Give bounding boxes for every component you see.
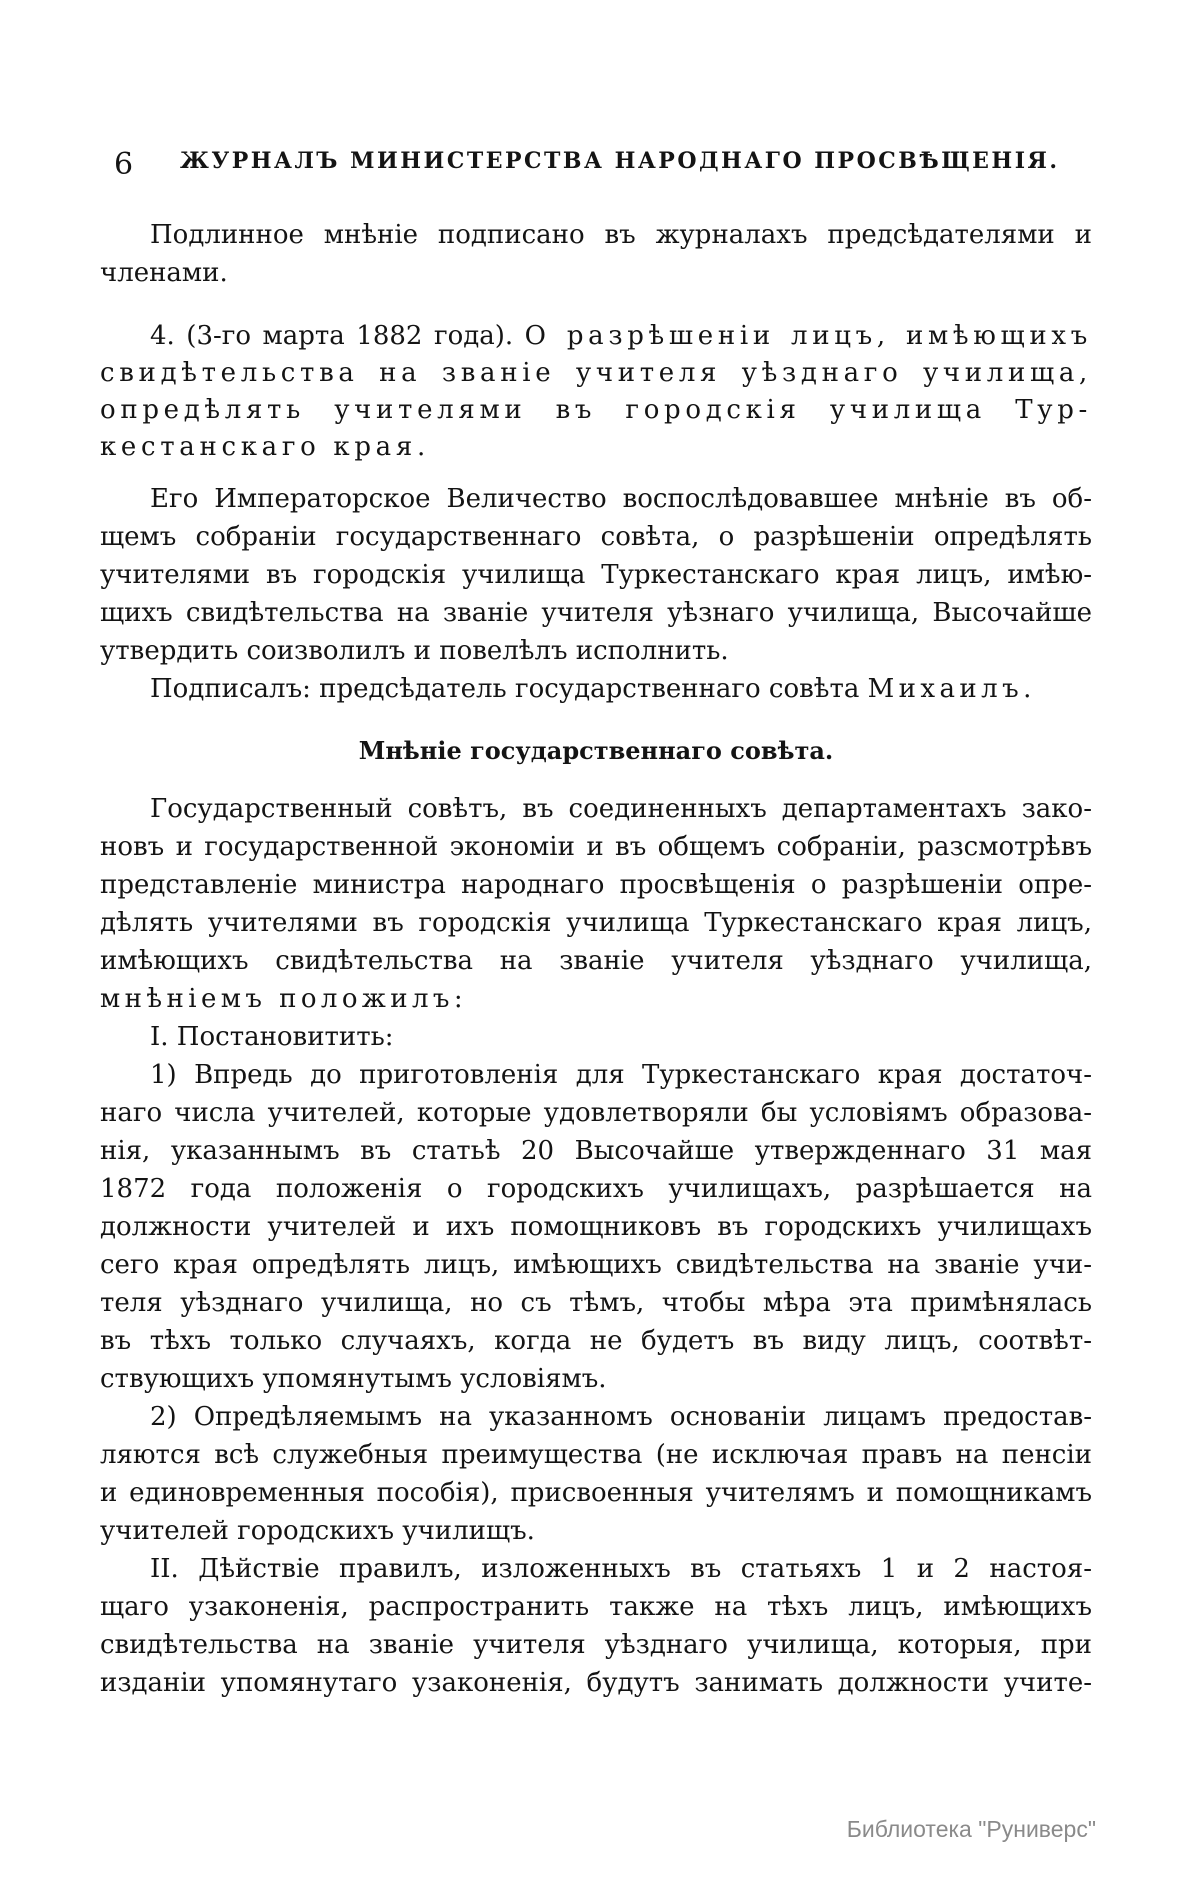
text-line bbox=[100, 1284, 1092, 1322]
text-line bbox=[100, 1094, 1092, 1132]
text-segment: членами. bbox=[100, 258, 228, 288]
text-line bbox=[100, 1322, 1092, 1360]
text-line bbox=[100, 355, 1092, 392]
text-segment: щаго узаконенія, распространить также на тѣхъ лицъ, имѣющихъ bbox=[100, 1592, 1092, 1622]
text-segment: Подписалъ: предсѣдатель государственнаго совѣта bbox=[150, 674, 868, 704]
letterspaced-text: О разрѣшеніи лицъ, имѣющихъ bbox=[524, 321, 1092, 351]
text-line bbox=[100, 1170, 1092, 1208]
text-segment: I. Постановитить: bbox=[150, 1022, 394, 1052]
running-title: ЖУРНАЛЪ МИНИСТЕРСТВА НАРОДНАГО ПРОСВѢЩЕНІЯ. bbox=[180, 148, 1060, 174]
text-segment: представленіе министра народнаго просвѣщенія о разрѣшеніи опре- bbox=[100, 870, 1092, 900]
text-line bbox=[100, 942, 1092, 980]
letterspaced-text: мнѣніемъ положилъ: bbox=[100, 984, 468, 1014]
text-segment: Государственный совѣтъ, въ соединенныхъ департаментахъ зако- bbox=[150, 794, 1092, 824]
text-segment: и единовременныя пособія), присвоенныя учителямъ и помощникамъ bbox=[100, 1478, 1092, 1508]
text-segment: Подлинное мнѣніе подписано въ журналахъ предсѣдателями и bbox=[150, 220, 1092, 250]
text-line bbox=[100, 1436, 1092, 1474]
text-line bbox=[100, 1132, 1092, 1170]
paragraph-section-heading bbox=[100, 732, 1092, 770]
paragraph-item-2 bbox=[100, 1398, 1092, 1550]
text-line bbox=[100, 429, 1092, 466]
text-line bbox=[100, 254, 1092, 292]
text-line bbox=[100, 216, 1092, 254]
letterspaced-text: кестанскаго края. bbox=[100, 432, 430, 462]
paragraph-statute-heading bbox=[100, 318, 1092, 466]
text-line bbox=[100, 1056, 1092, 1094]
text-segment: Мнѣніе государственнаго совѣта. bbox=[358, 736, 834, 765]
text-line bbox=[100, 318, 1092, 355]
text-line bbox=[100, 1398, 1092, 1436]
text-segment: щихъ свидѣтельства на званіе учителя уѣзнаго училища, Высочайше bbox=[100, 598, 1092, 628]
text-line bbox=[100, 518, 1092, 556]
paragraph-item-1 bbox=[100, 1056, 1092, 1398]
page-header bbox=[100, 148, 1092, 190]
text-segment: въ тѣхъ только случаяхъ, когда не будетъ въ виду лицъ, соотвѣт- bbox=[100, 1326, 1092, 1356]
text-segment: ляются всѣ служебныя преимущества (не исключая правъ на пенсіи bbox=[100, 1440, 1092, 1470]
text-segment: Его Императорское Величество воспослѣдовавшее мнѣніе въ об- bbox=[150, 484, 1092, 514]
text-line bbox=[100, 1550, 1092, 1588]
text-line bbox=[100, 828, 1092, 866]
text-segment: 2) Опредѣляемымъ на указанномъ основаніи лицамъ предостав- bbox=[150, 1402, 1092, 1432]
text-segment: нія, указаннымъ въ статьѣ 20 Высочайше утвержденнаго 31 мая bbox=[100, 1136, 1092, 1166]
text-segment: ствующихъ упомянутымъ условіямъ. bbox=[100, 1364, 607, 1394]
paragraph-item-ii bbox=[100, 1550, 1092, 1702]
text-block bbox=[100, 146, 1092, 1702]
text-line bbox=[100, 866, 1092, 904]
text-line bbox=[100, 1626, 1092, 1664]
text-segment: сего края опредѣлять лицъ, имѣющихъ свидѣтельства на званіе учи- bbox=[100, 1250, 1092, 1280]
text-line bbox=[100, 556, 1092, 594]
text-segment: свидѣтельства на званіе учителя уѣзднаго училища, которыя, при bbox=[100, 1630, 1092, 1660]
text-line bbox=[100, 1474, 1092, 1512]
letterspaced-text: Михаилъ bbox=[867, 674, 1024, 704]
paragraph-intro bbox=[100, 216, 1092, 292]
paragraph-resolution bbox=[100, 1018, 1092, 1056]
text-line bbox=[100, 1018, 1092, 1056]
text-line bbox=[100, 1246, 1092, 1284]
paragraph-council bbox=[100, 790, 1092, 1018]
library-watermark: Библиотека "Руниверс" bbox=[846, 1816, 1096, 1842]
letterspaced-text: опредѣлять учителями въ городскія училища Тур- bbox=[100, 395, 1092, 425]
text-line bbox=[100, 480, 1092, 518]
text-line bbox=[100, 1664, 1092, 1702]
text-segment: II. Дѣйствіе правилъ, изложенныхъ въ статьяхъ 1 и 2 настоя- bbox=[150, 1554, 1092, 1584]
text-line bbox=[100, 790, 1092, 828]
text-line bbox=[100, 980, 1092, 1018]
text-segment: наго числа учителей, которые удовлетворяли бы условіямъ образова- bbox=[100, 1098, 1092, 1128]
text-segment: изданіи упомянутаго узаконенія, будутъ занимать должности учите- bbox=[100, 1668, 1092, 1698]
text-line bbox=[100, 732, 1092, 770]
document-body bbox=[100, 216, 1092, 1702]
text-segment: щемъ собраніи государственнаго совѣта, о разрѣшеніи опредѣлять bbox=[100, 522, 1092, 552]
text-line bbox=[100, 392, 1092, 429]
text-segment: . bbox=[1023, 674, 1032, 704]
text-line bbox=[100, 594, 1092, 632]
text-segment: 1) Впредь до приготовленія для Туркестанскаго края достаточ- bbox=[150, 1060, 1092, 1090]
text-segment: учителей городскихъ училищъ. bbox=[100, 1516, 535, 1546]
text-segment: дѣлять учителями въ городскія училища Туркестанскаго края лицъ, bbox=[100, 908, 1092, 938]
paragraph-imperial bbox=[100, 480, 1092, 670]
text-line bbox=[100, 632, 1092, 670]
text-segment: теля уѣзднаго училища, но съ тѣмъ, чтобы мѣра эта примѣнялась bbox=[100, 1288, 1092, 1318]
text-segment: должности учителей и ихъ помощниковъ въ городскихъ училищахъ bbox=[100, 1212, 1092, 1242]
text-segment: новъ и государственной экономіи и въ общемъ собраніи, разсмотрѣвъ bbox=[100, 832, 1092, 862]
text-line bbox=[100, 1512, 1092, 1550]
text-segment: утвердить соизволилъ и повелѣлъ исполнить. bbox=[100, 636, 729, 666]
paragraph-signature bbox=[100, 670, 1092, 708]
text-line bbox=[100, 670, 1092, 708]
text-segment: имѣющихъ свидѣтельства на званіе учителя уѣзднаго училища, bbox=[100, 946, 1092, 976]
letterspaced-text: свидѣтельства на званіе учителя уѣзднаго училища, bbox=[100, 358, 1092, 388]
page-number: 6 bbox=[114, 147, 134, 182]
text-segment: учителями въ городскія училища Туркестанскаго края лицъ, имѣю- bbox=[100, 560, 1092, 590]
text-segment: 4. (3-го марта 1882 года). bbox=[150, 321, 525, 351]
text-line bbox=[100, 1360, 1092, 1398]
text-line bbox=[100, 1208, 1092, 1246]
text-line bbox=[100, 1588, 1092, 1626]
text-segment: 1872 года положенія о городскихъ училищахъ, разрѣшается на bbox=[100, 1174, 1092, 1204]
text-line bbox=[100, 904, 1092, 942]
